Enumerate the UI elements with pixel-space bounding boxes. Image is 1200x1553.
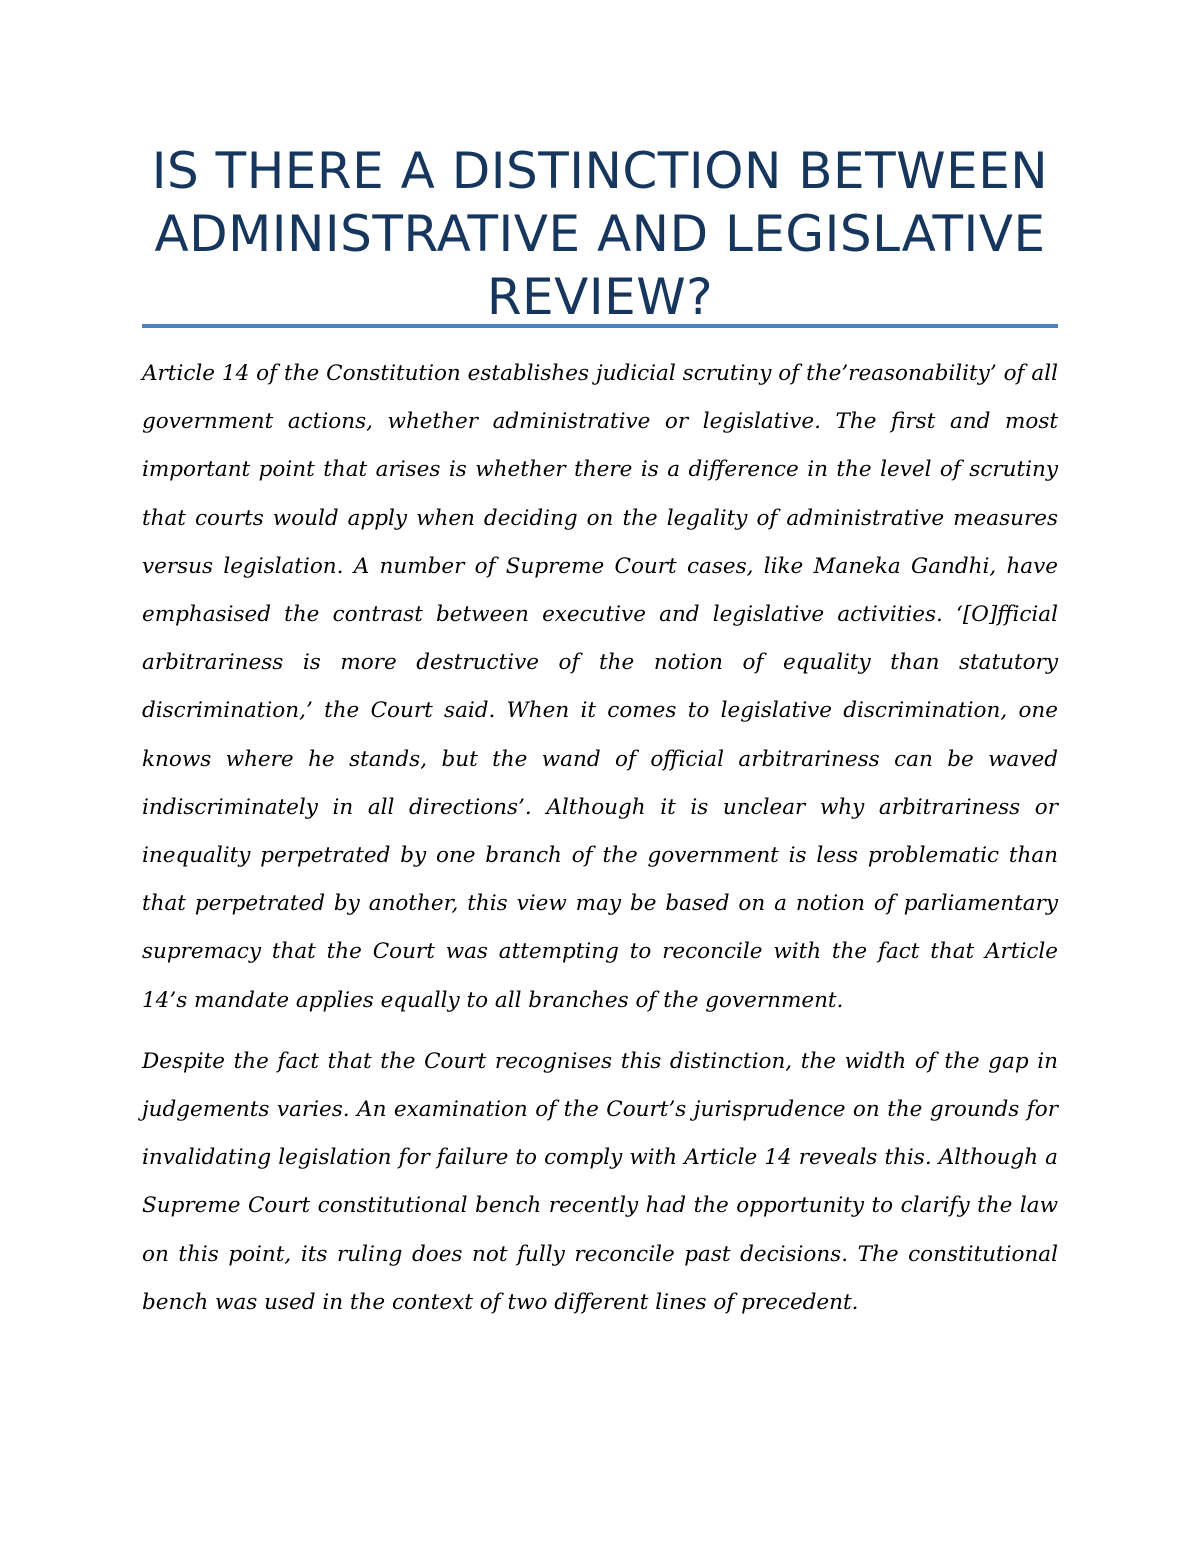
document-body	[142, 350, 1058, 1327]
paragraph-1: Article 14 of the Constitution establishes judicial scrutiny of the’reasonability’ of all government actions, whether administrative or legislative. The first and most important point that arises is whether there is a difference in the level of scrutiny that courts would apply when deciding on the legality of administrative measures versus legislation. A number of Supreme Court cases, like Maneka Gandhi, have emphasised the contrast between executive and legislative activities. ‘[O]fficial arbitrariness is more destructive of the notion of equality than statutory discrimination,’ the Court said. When it comes to legislative discrimination, one knows where he stands, but the wand of official arbitrariness can be waved indiscriminately in all directions’. Although it is unclear why arbitrariness or inequality perpetrated by one branch of the government is less problematic than that perpetrated by another, this view may be based on a notion of parliamentary supremacy that the Court was attempting to reconcile with the fact that Article 14’s mandate applies equally to all branches of the government.	[142, 361, 1058, 1013]
page-title: IS THERE A DISTINCTION BETWEEN ADMINISTRATIVE AND LEGISLATIVE REVIEW?	[151, 142, 1049, 326]
title-underline-rule	[142, 324, 1058, 328]
paragraph-2: Despite the fact that the Court recognises this distinction, the width of the gap in judgements varies. An examination of the Court’s jurisprudence on the grounds for invalidating legislation for failure to comply with Article 14 reveals this. Although a Supreme Court constitutional bench recently had the opportunity to clarify the law on this point, its ruling does not fully reconcile past decisions. The constitutional bench was used in the context of two different lines of precedent.	[142, 1048, 1058, 1315]
